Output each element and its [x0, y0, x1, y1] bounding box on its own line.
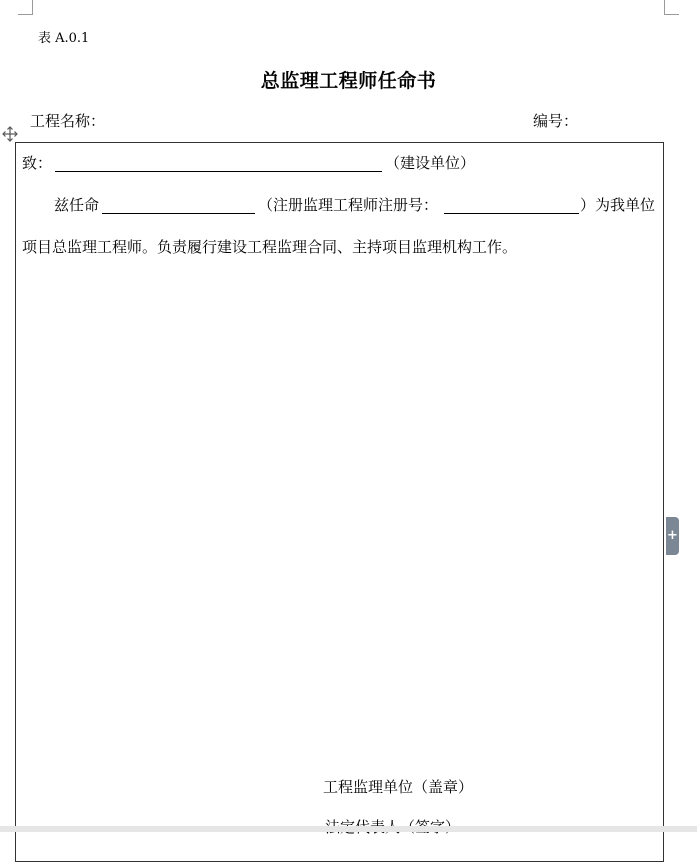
appointment-form-box: [15, 142, 664, 862]
project-name-label: 工程名称：: [30, 112, 106, 130]
table-move-handle-icon[interactable]: [2, 126, 18, 142]
appoint-suffix: ）为我单位: [580, 196, 656, 214]
table-id: 表 A.0.1: [38, 31, 90, 46]
page-corner-mark-left: [18, 0, 33, 15]
registration-number-label: （注册监理工程师注册号：: [258, 196, 439, 214]
page-corner-mark-right: [664, 0, 679, 15]
construction-unit-field[interactable]: [55, 171, 382, 172]
duty-text: 项目总监理工程师。负责履行建设工程监理合同、主持项目监理机构工作。: [22, 238, 518, 256]
supervision-unit-seal-label: 工程监理单位（盖章）: [323, 778, 474, 796]
side-expand-tab[interactable]: +: [666, 517, 679, 555]
appoint-label: 兹任命: [54, 196, 100, 214]
construction-unit-suffix: （建设单位）: [385, 154, 476, 172]
bottom-scroll-strip: [0, 826, 697, 832]
to-label: 致：: [22, 154, 53, 172]
number-label: 编号：: [533, 112, 579, 130]
registration-number-field[interactable]: [444, 213, 579, 214]
document-title: 总监理工程师任命书: [260, 70, 437, 92]
engineer-name-field[interactable]: [102, 213, 255, 214]
